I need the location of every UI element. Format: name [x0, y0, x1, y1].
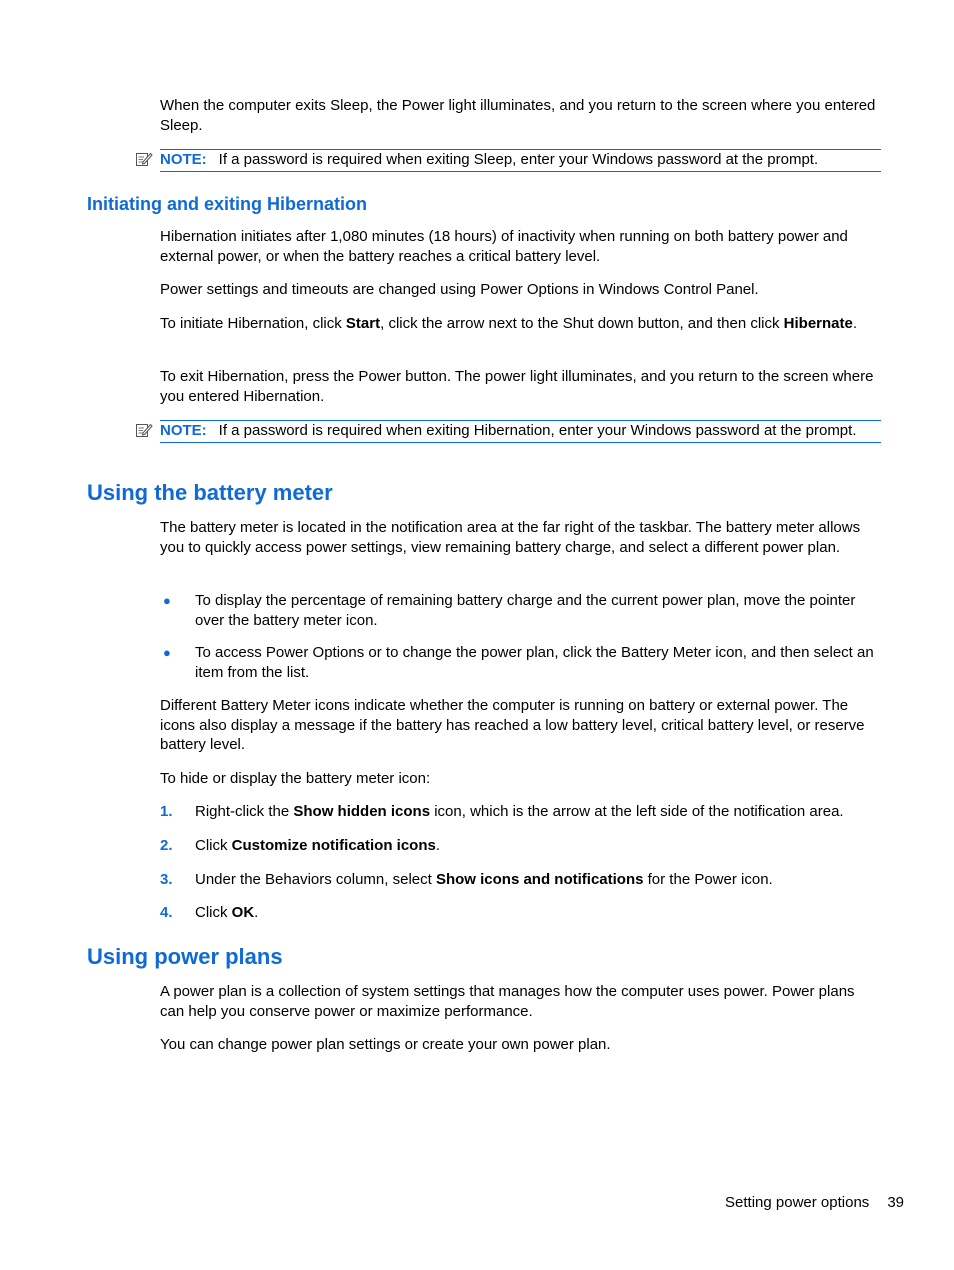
note-pencil-icon: [135, 150, 153, 168]
bullet-text: To access Power Options or to change the power plan, click the Battery Meter icon, and then select an item from the list.: [195, 644, 874, 681]
paragraph-sleep-exit: When the computer exits Sleep, the Power light illuminates, and you return to the screen where you entered Sleep.: [160, 97, 876, 134]
note-text: If a password is required when exiting Sleep, enter your Windows password at the prompt.: [218, 151, 819, 168]
note-text: If a password is required when exiting Hibernation, enter your Windows password at the prompt.: [218, 422, 857, 439]
text-run: , click the arrow next to the Shut down button, and then click: [380, 315, 784, 332]
step-text: [195, 836, 882, 856]
note-label: NOTE:: [160, 151, 207, 168]
heading-hibernation: Initiating and exiting Hibernation: [87, 194, 368, 214]
ui-label: Show icons and notifications: [435, 871, 644, 888]
text-run: Click: [195, 904, 232, 921]
step-number: 2.: [160, 837, 173, 854]
text-run: To initiate Hibernation, click: [160, 315, 346, 332]
ui-label: Customize notification icons: [231, 837, 436, 854]
note-sleep: [160, 149, 881, 172]
page-footer: [707, 1193, 904, 1213]
heading-battery-meter: Using the battery meter: [87, 480, 333, 505]
step-number: 1.: [160, 803, 173, 820]
text-run: .: [254, 904, 259, 921]
text-run: Right-click the: [195, 803, 294, 820]
text-run: for the Power icon.: [643, 871, 773, 888]
paragraph-hide-display: To hide or display the battery meter icon:: [160, 770, 431, 787]
heading-power-plans: Using power plans: [87, 944, 283, 969]
paragraph-battery-icons: Different Battery Meter icons indicate whether the computer is running on battery or external power. The icons also display a message if the battery has reached a low battery level, critical battery level, or reserve battery level.: [160, 697, 865, 753]
note-pencil-icon: [135, 421, 153, 439]
bullet-marker: ●: [163, 645, 171, 660]
note-label: NOTE:: [160, 422, 207, 439]
paragraph-change-power-plan: You can change power plan settings or create your own power plan.: [160, 1036, 611, 1053]
paragraph-power-plan-definition: A power plan is a collection of system settings that manages how the computer uses power. Power plans can help you conserve power or maximize performance.: [160, 983, 855, 1020]
note-hibernation: [160, 420, 881, 443]
paragraph-power-settings: Power settings and timeouts are changed using Power Options in Windows Control Panel.: [160, 281, 759, 298]
text-run: icon, which is the arrow at the left side of the notification area.: [430, 803, 844, 820]
paragraph-initiate-hibernation: [160, 314, 882, 334]
hibernate-label: Hibernate: [783, 315, 853, 332]
ui-label: Show hidden icons: [293, 803, 431, 820]
paragraph-hibernation-initiates: Hibernation initiates after 1,080 minutes (18 hours) of inactivity when running on both battery power and external power, or when the battery reaches a critical battery level.: [160, 228, 848, 265]
step-text: [195, 802, 882, 822]
paragraph-exit-hibernation: To exit Hibernation, press the Power button. The power light illuminates, and you return to the screen where you entered Hibernation.: [160, 368, 874, 405]
bullet-marker: ●: [163, 593, 171, 608]
paragraph-battery-meter-location: The battery meter is located in the notification area at the far right of the taskbar. The battery meter allows you to quickly access power settings, view remaining battery charge, and select a different power plan.: [160, 519, 861, 556]
ui-label: OK: [231, 904, 255, 921]
step-text: [195, 903, 882, 923]
text-run: Click: [195, 837, 232, 854]
step-number: 3.: [160, 871, 173, 888]
start-label: Start: [345, 315, 381, 332]
text-run: .: [852, 315, 858, 332]
step-number: 4.: [160, 904, 173, 921]
page-number: 39: [887, 1194, 904, 1211]
footer-section-title: Setting power options: [725, 1194, 870, 1211]
text-run: Under the Behaviors column, select: [195, 871, 436, 888]
text-run: .: [435, 837, 441, 854]
bullet-text: To display the percentage of remaining battery charge and the current power plan, move the pointer over the battery meter icon.: [195, 592, 856, 629]
step-text: [195, 870, 882, 890]
